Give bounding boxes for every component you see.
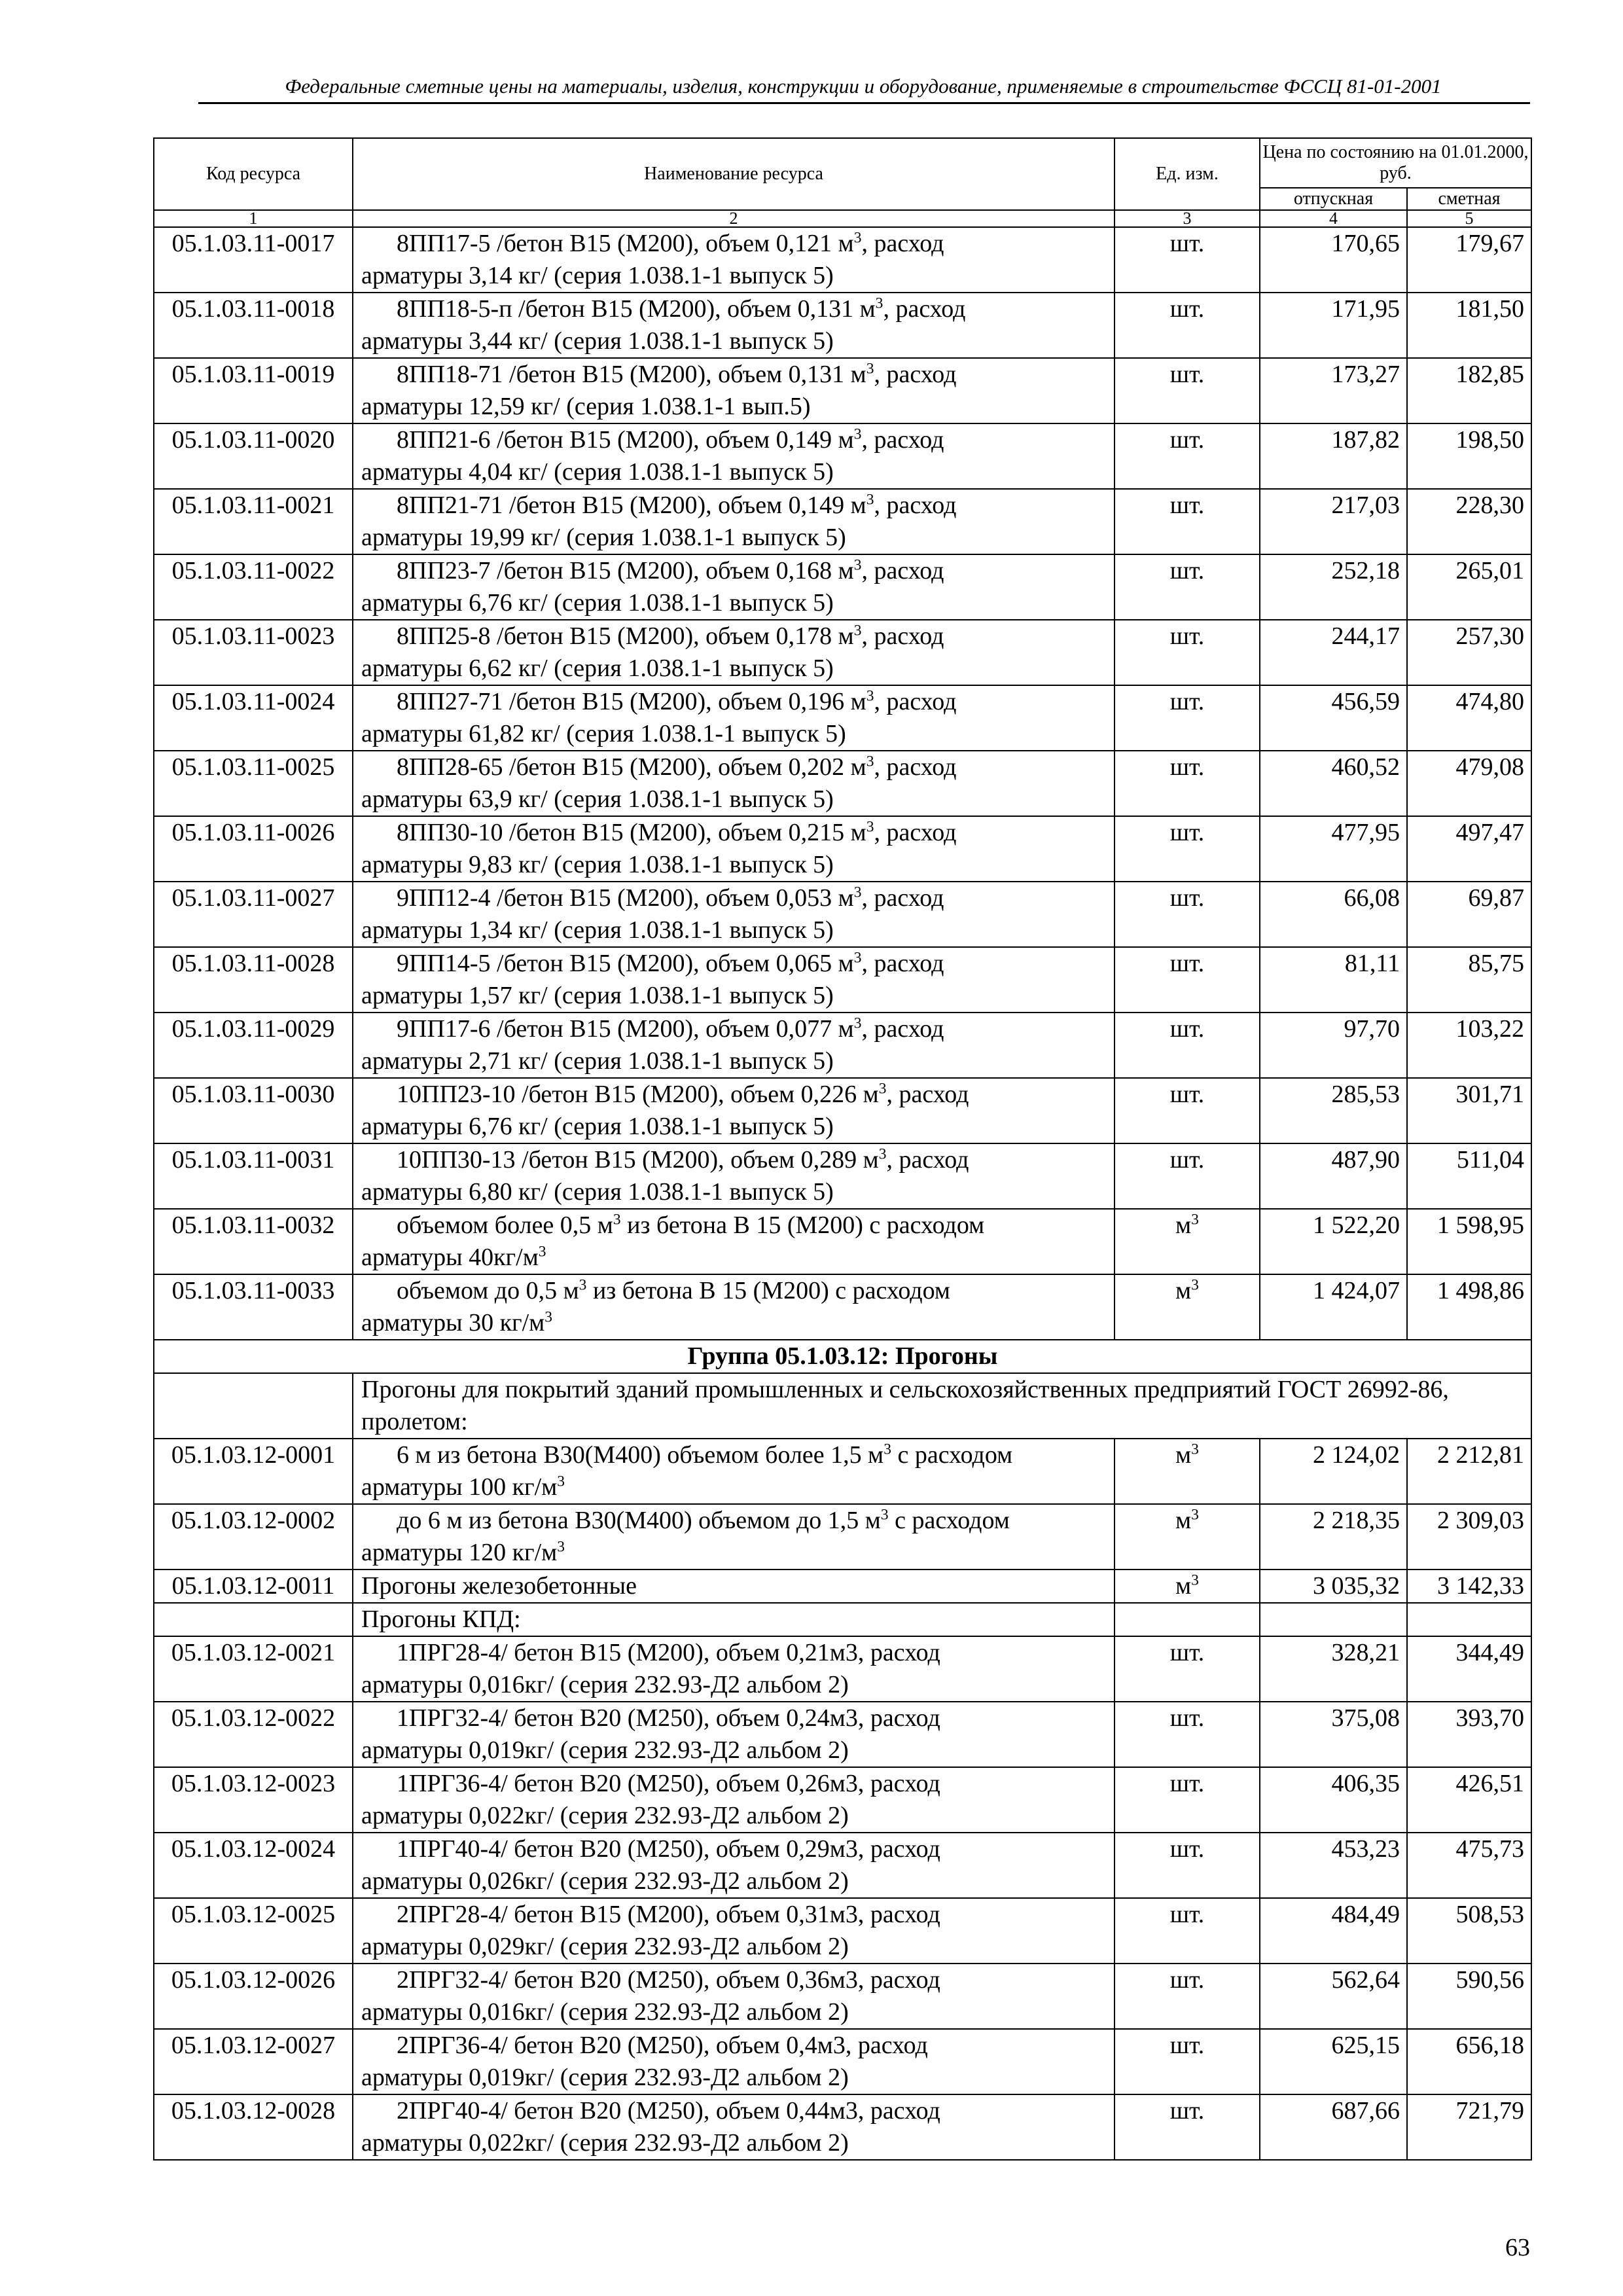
table-row [154, 1570, 1531, 1603]
subheading-row [154, 1603, 1531, 1636]
unit: шт. [1115, 947, 1260, 1013]
table-row [154, 1209, 1531, 1274]
resource-name [353, 947, 1115, 1013]
resource-name-line: 8ПП25-8 /бетон В15 (М200), объем 0,178 $м^3$, расход [397, 622, 944, 650]
table-row [154, 227, 1531, 293]
group-intro-row [154, 1373, 1531, 1439]
empty-cell [1115, 1603, 1260, 1636]
release-price: 625,15 [1260, 2029, 1407, 2094]
unit: $м^3$ [1115, 1274, 1260, 1340]
resource-code: 05.1.03.12-0002 [154, 1504, 353, 1570]
resource-name-line: 8ПП28-65 /бетон В15 (М200), объем 0,202 $м^3$, расход [397, 753, 957, 781]
resource-name-continuation: арматуры 3,44 кг/ (серия 1.038.1-1 выпуск 5) [361, 327, 834, 355]
resource-code: 05.1.03.12-0024 [154, 1833, 353, 1898]
unit: $м^3$ [1115, 1209, 1260, 1274]
resource-code: 05.1.03.11-0017 [154, 227, 353, 293]
estimate-price: 2 212,81 [1407, 1439, 1531, 1504]
unit: шт. [1115, 554, 1260, 620]
resource-name-continuation: арматуры 3,14 кг/ (серия 1.038.1-1 выпуск 5) [361, 262, 834, 289]
header-rule [198, 102, 1530, 104]
resource-name-line: 10ПП23-10 /бетон В15 (М200), объем 0,226 $м^3$, расход [397, 1080, 969, 1108]
resource-code: 05.1.03.11-0024 [154, 685, 353, 751]
col-header-price: Цена по состоянию на 01.01.2000, руб. [1260, 138, 1531, 188]
resource-code: 05.1.03.12-0001 [154, 1439, 353, 1504]
table-row [154, 816, 1531, 882]
resource-name-line: 8ПП30-10 /бетон В15 (М200), объем 0,215 $м^3$, расход [397, 818, 957, 846]
unit: шт. [1115, 751, 1260, 816]
estimate-price: 344,49 [1407, 1636, 1531, 1702]
resource-name-continuation: арматуры 9,83 кг/ (серия 1.038.1-1 выпуск 5) [361, 851, 834, 878]
table-row [154, 1898, 1531, 1964]
table-row [154, 620, 1531, 685]
resource-code: 05.1.03.12-0027 [154, 2029, 353, 2094]
resource-name [353, 2094, 1115, 2160]
resource-name-line: 1ПРГ40-4/ бетон В20 (М250), объем 0,29м3, расход [397, 1835, 940, 1863]
estimate-price: 393,70 [1407, 1702, 1531, 1767]
resource-code: 05.1.03.11-0029 [154, 1013, 353, 1078]
resource-name [353, 489, 1115, 554]
unit: шт. [1115, 2094, 1260, 2160]
estimate-price: 301,71 [1407, 1078, 1531, 1143]
col-number: 5 [1407, 210, 1531, 227]
resource-code: 05.1.03.11-0023 [154, 620, 353, 685]
group-heading-row [154, 1340, 1531, 1373]
resource-name [353, 227, 1115, 293]
subheading: Прогоны КПД: [353, 1603, 1115, 1636]
resource-code: 05.1.03.11-0027 [154, 882, 353, 947]
resource-name-continuation: арматуры 6,80 кг/ (серия 1.038.1-1 выпуск 5) [361, 1178, 834, 1206]
page-number: 63 [1505, 2234, 1530, 2261]
resource-name-continuation: арматуры $40кг/м^3$ [361, 1243, 546, 1271]
release-price: 487,90 [1260, 1143, 1407, 1209]
release-price: 2 218,35 [1260, 1504, 1407, 1570]
resource-name-continuation: арматуры 6,76 кг/ (серия 1.038.1-1 выпуск 5) [361, 1113, 834, 1140]
resource-name-line: 8ПП27-71 /бетон В15 (М200), объем 0,196 $м^3$, расход [397, 687, 957, 715]
estimate-price: 1 498,86 [1407, 1274, 1531, 1340]
release-price: 171,95 [1260, 293, 1407, 358]
resource-name-continuation: арматуры 1,34 кг/ (серия 1.038.1-1 выпуск 5) [361, 916, 834, 944]
release-price: 562,64 [1260, 1964, 1407, 2029]
release-price: 477,95 [1260, 816, 1407, 882]
resource-name [353, 358, 1115, 423]
resource-name-continuation: арматуры 100 $кг/м^3$ [361, 1473, 565, 1501]
unit: шт. [1115, 1013, 1260, 1078]
estimate-price: 508,53 [1407, 1898, 1531, 1964]
table-row [154, 1143, 1531, 1209]
unit: шт. [1115, 293, 1260, 358]
table-row [154, 489, 1531, 554]
resource-code: 05.1.03.11-0031 [154, 1143, 353, 1209]
unit: шт. [1115, 816, 1260, 882]
estimate-price: 179,67 [1407, 227, 1531, 293]
resource-name-continuation: арматуры 0,019кг/ (серия 232.93-Д2 альбом 2) [361, 1736, 849, 1764]
price-table [153, 137, 1532, 2161]
release-price: 170,65 [1260, 227, 1407, 293]
resource-name-line: 8ПП17-5 /бетон В15 (М200), объем 0,121 $м^3$, расход [397, 229, 944, 257]
col-number: 1 [154, 210, 353, 227]
resource-name-line: 8ПП18-5-п /бетон В15 (М200), объем 0,131 $м^3$, расход [397, 295, 966, 323]
resource-name-continuation: арматуры 0,026кг/ (серия 232.93-Д2 альбом 2) [361, 1867, 849, 1895]
estimate-price: 2 309,03 [1407, 1504, 1531, 1570]
table-row [154, 2029, 1531, 2094]
estimate-price: 426,51 [1407, 1767, 1531, 1833]
release-price: 173,27 [1260, 358, 1407, 423]
resource-name-continuation: арматуры 61,82 кг/ (серия 1.038.1-1 выпуск 5) [361, 720, 846, 747]
release-price: 252,18 [1260, 554, 1407, 620]
table-row [154, 1833, 1531, 1898]
estimate-price: 181,50 [1407, 293, 1531, 358]
estimate-price: 103,22 [1407, 1013, 1531, 1078]
resource-name-line: до 6 м из бетона В30(М400) объемом до 1,5 $м^3$ с расходом [397, 1506, 1010, 1534]
resource-name-line: 9ПП14-5 /бетон В15 (М200), объем 0,065 $м^3$, расход [397, 949, 944, 977]
resource-name-line: 8ПП18-71 /бетон В15 (М200), объем 0,131 $м^3$, расход [397, 360, 957, 388]
empty-cell [1407, 1603, 1531, 1636]
resource-name [353, 1767, 1115, 1833]
resource-name-continuation: арматуры 6,62 кг/ (серия 1.038.1-1 выпуск 5) [361, 655, 834, 682]
resource-name [353, 751, 1115, 816]
resource-name [353, 620, 1115, 685]
table-row [154, 1504, 1531, 1570]
resource-code: 05.1.03.11-0028 [154, 947, 353, 1013]
unit: шт. [1115, 1767, 1260, 1833]
empty-cell [1260, 1603, 1407, 1636]
table-row [154, 882, 1531, 947]
resource-code: 05.1.03.11-0021 [154, 489, 353, 554]
unit: шт. [1115, 620, 1260, 685]
unit: шт. [1115, 1636, 1260, 1702]
group-intro: Прогоны для покрытий зданий промышленных и сельскохозяйственных предприятий ГОСТ 26992-86, пролетом: [353, 1373, 1531, 1439]
table-row [154, 2094, 1531, 2160]
release-price: 1 424,07 [1260, 1274, 1407, 1340]
resource-name [353, 1078, 1115, 1143]
resource-name-line: объемом до 0,5 $м^3$ из бетона В 15 (М200) с расходом [397, 1276, 950, 1304]
resource-name-line: 2ПРГ32-4/ бетон В20 (М250), объем 0,36м3, расход [397, 1966, 940, 1994]
resource-name-line: 9ПП17-6 /бетон В15 (М200), объем 0,077 $м^3$, расход [397, 1014, 944, 1043]
estimate-price: 265,01 [1407, 554, 1531, 620]
release-price: 2 124,02 [1260, 1439, 1407, 1504]
estimate-price: 656,18 [1407, 2029, 1531, 2094]
resource-name [353, 1209, 1115, 1274]
release-price: 3 035,32 [1260, 1570, 1407, 1603]
resource-name-line: 6 м из бетона В30(М400) объемом более 1,5 $м^3$ с расходом [397, 1441, 1013, 1469]
resource-name-line: 1ПРГ36-4/ бетон В20 (М250), объем 0,26м3, расход [397, 1770, 940, 1797]
resource-name-line: 2ПРГ28-4/ бетон В15 (М200), объем 0,31м3, расход [397, 1901, 940, 1928]
unit: $м^3$ [1115, 1504, 1260, 1570]
table-row [154, 947, 1531, 1013]
table-row [154, 423, 1531, 489]
unit: шт. [1115, 1898, 1260, 1964]
unit: $м^3$ [1115, 1439, 1260, 1504]
resource-name [353, 1964, 1115, 2029]
column-numbers-row [154, 210, 1531, 227]
estimate-price: 85,75 [1407, 947, 1531, 1013]
resource-name [353, 1898, 1115, 1964]
group-title: Группа 05.1.03.12: Прогоны [154, 1340, 1531, 1373]
resource-code: 05.1.03.12-0011 [154, 1570, 353, 1603]
resource-name-continuation: арматуры 19,99 кг/ (серия 1.038.1-1 выпуск 5) [361, 524, 846, 551]
unit: шт. [1115, 2029, 1260, 2094]
resource-code: 05.1.03.11-0026 [154, 816, 353, 882]
unit: шт. [1115, 227, 1260, 293]
resource-code: 05.1.03.11-0030 [154, 1078, 353, 1143]
resource-name [353, 554, 1115, 620]
estimate-price: 479,08 [1407, 751, 1531, 816]
estimate-price: 511,04 [1407, 1143, 1531, 1209]
estimate-price: 198,50 [1407, 423, 1531, 489]
resource-name-line: 2ПРГ40-4/ бетон В20 (М250), объем 0,44м3, расход [397, 2097, 940, 2125]
release-price: 453,23 [1260, 1833, 1407, 1898]
resource-name [353, 1013, 1115, 1078]
unit: $м^3$ [1115, 1570, 1260, 1603]
unit: шт. [1115, 1964, 1260, 2029]
table-row [154, 1078, 1531, 1143]
estimate-price: 228,30 [1407, 489, 1531, 554]
release-price: 81,11 [1260, 947, 1407, 1013]
resource-name [353, 816, 1115, 882]
col-header-release: отпускная [1260, 188, 1407, 210]
unit: шт. [1115, 358, 1260, 423]
resource-name [353, 2029, 1115, 2094]
resource-name-continuation: арматуры 0,022кг/ (серия 232.93-Д2 альбом 2) [361, 2129, 849, 2157]
resource-code: 05.1.03.12-0025 [154, 1898, 353, 1964]
table-row [154, 1767, 1531, 1833]
table-row [154, 1702, 1531, 1767]
resource-code: 05.1.03.11-0019 [154, 358, 353, 423]
resource-name-continuation: арматуры 0,019кг/ (серия 232.93-Д2 альбом 2) [361, 2064, 849, 2091]
estimate-price: 721,79 [1407, 2094, 1531, 2160]
resource-name-line: 1ПРГ28-4/ бетон В15 (М200), объем 0,21м3, расход [397, 1639, 940, 1666]
estimate-price: 257,30 [1407, 620, 1531, 685]
running-header: Федеральные сметные цены на материалы, изделия, конструкции и оборудование, применяемые в строительстве ФССЦ 81-01-2001 [285, 75, 1442, 98]
resource-code: 05.1.03.12-0028 [154, 2094, 353, 2160]
release-price: 187,82 [1260, 423, 1407, 489]
estimate-price: 3 142,33 [1407, 1570, 1531, 1603]
resource-name-continuation: арматуры 120 $кг/м^3$ [361, 1538, 565, 1566]
estimate-price: 475,73 [1407, 1833, 1531, 1898]
resource-name [353, 423, 1115, 489]
resource-name-continuation: арматуры 63,9 кг/ (серия 1.038.1-1 выпуск 5) [361, 785, 834, 813]
col-number: 3 [1115, 210, 1260, 227]
release-price: 244,17 [1260, 620, 1407, 685]
resource-code: 05.1.03.11-0018 [154, 293, 353, 358]
resource-name [353, 1504, 1115, 1570]
resource-code: 05.1.03.11-0020 [154, 423, 353, 489]
resource-code: 05.1.03.11-0033 [154, 1274, 353, 1340]
resource-name [353, 1636, 1115, 1702]
resource-name-continuation: арматуры 12,59 кг/ (серия 1.038.1-1 вып.5) [361, 393, 811, 420]
table-row [154, 1636, 1531, 1702]
col-number: 4 [1260, 210, 1407, 227]
resource-name [353, 1439, 1115, 1504]
resource-name-line: 8ПП21-6 /бетон В15 (М200), объем 0,149 $м^3$, расход [397, 425, 944, 454]
empty-code-cell [154, 1373, 353, 1439]
unit: шт. [1115, 423, 1260, 489]
table-row [154, 751, 1531, 816]
table-row [154, 358, 1531, 423]
release-price: 217,03 [1260, 489, 1407, 554]
unit: шт. [1115, 489, 1260, 554]
table-row [154, 685, 1531, 751]
resource-name-continuation: арматуры 0,022кг/ (серия 232.93-Д2 альбом 2) [361, 1802, 849, 1829]
release-price: 97,70 [1260, 1013, 1407, 1078]
estimate-price: 1 598,95 [1407, 1209, 1531, 1274]
unit: шт. [1115, 1143, 1260, 1209]
resource-name-line: 9ПП12-4 /бетон В15 (М200), объем 0,053 $м^3$, расход [397, 884, 944, 912]
table-row [154, 1439, 1531, 1504]
table-row [154, 1013, 1531, 1078]
resource-name [353, 1143, 1115, 1209]
resource-name-line: 8ПП23-7 /бетон В15 (М200), объем 0,168 $м^3$, расход [397, 556, 944, 584]
col-header-code: Код ресурса [154, 138, 353, 210]
resource-name-continuation: арматуры 2,71 кг/ (серия 1.038.1-1 выпуск 5) [361, 1047, 834, 1075]
empty-code-cell [154, 1603, 353, 1636]
resource-name-line: 8ПП21-71 /бетон В15 (М200), объем 0,149 $м^3$, расход [397, 491, 957, 519]
resource-name-continuation: арматуры 0,029кг/ (серия 232.93-Д2 альбом 2) [361, 1933, 849, 1960]
table-row [154, 554, 1531, 620]
release-price: 687,66 [1260, 2094, 1407, 2160]
col-header-unit: Ед. изм. [1115, 138, 1260, 210]
resource-name-continuation: арматуры 0,016кг/ (серия 232.93-Д2 альбом 2) [361, 1998, 849, 2026]
estimate-price: 69,87 [1407, 882, 1531, 947]
estimate-price: 474,80 [1407, 685, 1531, 751]
resource-name: Прогоны железобетонные [353, 1570, 1115, 1603]
resource-name-continuation: арматуры 1,57 кг/ (серия 1.038.1-1 выпуск 5) [361, 982, 834, 1009]
resource-code: 05.1.03.12-0021 [154, 1636, 353, 1702]
col-header-name: Наименование ресурса [353, 138, 1115, 210]
estimate-price: 497,47 [1407, 816, 1531, 882]
resource-name [353, 293, 1115, 358]
estimate-price: 182,85 [1407, 358, 1531, 423]
resource-name [353, 1833, 1115, 1898]
resource-code: 05.1.03.11-0025 [154, 751, 353, 816]
release-price: 285,53 [1260, 1078, 1407, 1143]
table-row [154, 1274, 1531, 1340]
unit: шт. [1115, 1833, 1260, 1898]
resource-name [353, 1702, 1115, 1767]
resource-name-line: 1ПРГ32-4/ бетон В20 (М250), объем 0,24м3, расход [397, 1704, 940, 1732]
release-price: 375,08 [1260, 1702, 1407, 1767]
resource-code: 05.1.03.12-0022 [154, 1702, 353, 1767]
resource-name-continuation: арматуры 0,016кг/ (серия 232.93-Д2 альбом 2) [361, 1671, 849, 1698]
table-row [154, 1964, 1531, 2029]
col-number: 2 [353, 210, 1115, 227]
resource-name [353, 882, 1115, 947]
resource-name-line: объемом более 0,5 $м^3$ из бетона В 15 (М200) с расходом [397, 1211, 985, 1239]
resource-name-line: 2ПРГ36-4/ бетон В20 (М250), объем 0,4м3, расход [397, 2032, 928, 2059]
release-price: 66,08 [1260, 882, 1407, 947]
resource-name-continuation: арматуры 4,04 кг/ (серия 1.038.1-1 выпуск 5) [361, 458, 834, 486]
unit: шт. [1115, 685, 1260, 751]
resource-name [353, 685, 1115, 751]
resource-code: 05.1.03.11-0032 [154, 1209, 353, 1274]
table-row [154, 293, 1531, 358]
estimate-price: 590,56 [1407, 1964, 1531, 2029]
release-price: 456,59 [1260, 685, 1407, 751]
col-header-estimate: сметная [1407, 188, 1531, 210]
resource-code: 05.1.03.11-0022 [154, 554, 353, 620]
resource-name [353, 1274, 1115, 1340]
resource-code: 05.1.03.12-0023 [154, 1767, 353, 1833]
release-price: 460,52 [1260, 751, 1407, 816]
unit: шт. [1115, 1702, 1260, 1767]
release-price: 406,35 [1260, 1767, 1407, 1833]
resource-code: 05.1.03.12-0026 [154, 1964, 353, 2029]
resource-name-continuation: арматуры 30 $кг/м^3$ [361, 1308, 553, 1336]
unit: шт. [1115, 1078, 1260, 1143]
resource-name-continuation: арматуры 6,76 кг/ (серия 1.038.1-1 выпуск 5) [361, 589, 834, 617]
release-price: 328,21 [1260, 1636, 1407, 1702]
resource-name-line: 10ПП30-13 /бетон В15 (М200), объем 0,289 $м^3$, расход [397, 1145, 969, 1174]
unit: шт. [1115, 882, 1260, 947]
release-price: 1 522,20 [1260, 1209, 1407, 1274]
release-price: 484,49 [1260, 1898, 1407, 1964]
